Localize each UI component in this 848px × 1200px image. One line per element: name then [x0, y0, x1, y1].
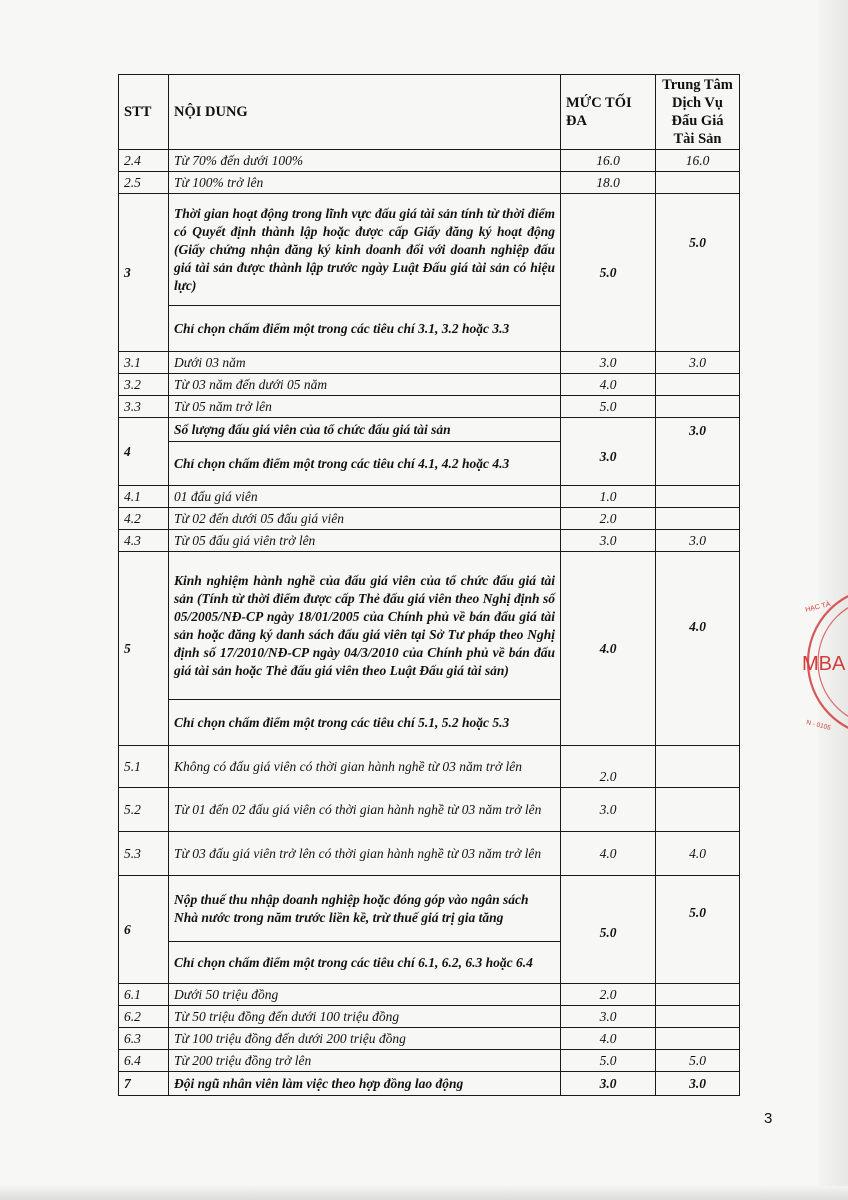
- table-row: [119, 374, 740, 396]
- section-center-score: 3.0: [656, 1072, 740, 1096]
- row-center-score: [656, 984, 740, 1006]
- row-stt: 5.2: [119, 788, 169, 832]
- section-max-score: 3.0: [561, 418, 656, 486]
- row-content: Từ 70% đến dưới 100%: [169, 150, 561, 172]
- row-max-score: 4.0: [561, 1028, 656, 1050]
- row-max-score: 5.0: [561, 396, 656, 418]
- seal-bottom-text: N - 0105: [805, 719, 832, 732]
- section-stt: 6: [119, 876, 169, 984]
- row-center-score: [656, 374, 740, 396]
- row-center-score: [656, 486, 740, 508]
- row-max-score: 3.0: [561, 788, 656, 832]
- row-max-score: 3.0: [561, 1006, 656, 1028]
- seal-middle-text: MBA: [802, 653, 846, 675]
- table-row: [119, 172, 740, 194]
- row-stt: 3.3: [119, 396, 169, 418]
- row-max-score: 5.0: [561, 1050, 656, 1072]
- row-center-score: [656, 1006, 740, 1028]
- section-title: Số lượng đấu giá viên của tổ chức đấu giá tài sản: [169, 418, 561, 442]
- row-max-score: 4.0: [561, 374, 656, 396]
- row-content: Từ 05 năm trở lên: [169, 396, 561, 418]
- table-row: [119, 984, 740, 1006]
- table-row: [119, 530, 740, 552]
- table-row: [119, 746, 740, 788]
- header-max-score: MỨC TỐI ĐA: [561, 75, 656, 150]
- row-center-score: [656, 508, 740, 530]
- row-stt: 5.3: [119, 832, 169, 876]
- section-stt: 5: [119, 552, 169, 746]
- row-max-score: 2.0: [561, 508, 656, 530]
- row-stt: 6.1: [119, 984, 169, 1006]
- section-title: Nộp thuế thu nhập doanh nghiệp hoặc đóng góp vào ngân sách Nhà nước trong năm trước liền kề, trừ thuế giá trị gia tăng: [169, 876, 561, 942]
- row-stt: 6.2: [119, 1006, 169, 1028]
- row-content: Từ 100 triệu đồng đến dưới 200 triệu đồng: [169, 1028, 561, 1050]
- table-row: [119, 150, 740, 172]
- row-stt: 4.3: [119, 530, 169, 552]
- row-stt: 4.1: [119, 486, 169, 508]
- table-row: [119, 1028, 740, 1050]
- row-stt: 6.3: [119, 1028, 169, 1050]
- row-max-score: 1.0: [561, 486, 656, 508]
- row-center-score: [656, 1028, 740, 1050]
- row-center-score: 16.0: [656, 150, 740, 172]
- section-note: Chỉ chọn chấm điểm một trong các tiêu chí 3.1, 3.2 hoặc 3.3: [169, 306, 561, 352]
- table-row: [119, 486, 740, 508]
- section-row: [119, 552, 740, 700]
- table-row: [119, 396, 740, 418]
- section-note: Chỉ chọn chấm điểm một trong các tiêu chí 6.1, 6.2, 6.3 hoặc 6.4: [169, 942, 561, 984]
- seal-top-text: HẠC TÀ: [804, 600, 832, 614]
- row-center-score: 5.0: [656, 1050, 740, 1072]
- row-content: Từ 02 đến dưới 05 đấu giá viên: [169, 508, 561, 530]
- table-header-row: [119, 75, 740, 150]
- section-max-score: 3.0: [561, 1072, 656, 1096]
- section-center-score: 5.0: [656, 194, 740, 352]
- row-content: Từ 200 triệu đồng trở lên: [169, 1050, 561, 1072]
- section-max-score: 4.0: [561, 552, 656, 746]
- section-title: Đội ngũ nhân viên làm việc theo hợp đồng lao động: [169, 1072, 561, 1096]
- row-content: Dưới 50 triệu đồng: [169, 984, 561, 1006]
- row-max-score: 18.0: [561, 172, 656, 194]
- section-row: [119, 194, 740, 306]
- section-title: Thời gian hoạt động trong lĩnh vực đấu giá tài sản tính từ thời điểm có Quyết định thành lập hoặc được cấp Giấy đăng ký hoạt động (Giấy chứng nhận đăng ký kinh doanh đối với doanh nghiệp đấu giá tài sản được thành lập trước ngày Luật Đấu giá tài sản có hiệu lực): [169, 194, 561, 306]
- table-row: [119, 788, 740, 832]
- header-content: NỘI DUNG: [169, 75, 561, 150]
- header-stt: STT: [119, 75, 169, 150]
- row-stt: 3.1: [119, 352, 169, 374]
- row-max-score: 2.0: [561, 746, 656, 788]
- row-content: Không có đấu giá viên có thời gian hành nghề từ 03 năm trở lên: [169, 746, 561, 788]
- section-title: Kinh nghiệm hành nghề của đấu giá viên của tổ chức đấu giá tài sản (Tính từ thời điểm được cấp Thẻ đấu giá viên theo Nghị định số 05/2005/NĐ-CP ngày 18/01/2005 của Chính phủ về bán đấu giá tài sản hoặc đăng ký danh sách đấu giá viên tại Sở Tư pháp theo Nghị định số 17/2010/NĐ-CP ngày 04/3/2010 của Chính phủ về bán đấu giá tài sản hoặc Thẻ đấu giá viên theo Luật Đấu giá tài sản): [169, 552, 561, 700]
- row-center-score: 3.0: [656, 352, 740, 374]
- section-note: Chỉ chọn chấm điểm một trong các tiêu chí 4.1, 4.2 hoặc 4.3: [169, 442, 561, 486]
- row-center-score: 3.0: [656, 530, 740, 552]
- row-center-score: 4.0: [656, 832, 740, 876]
- row-center-score: [656, 396, 740, 418]
- row-max-score: 2.0: [561, 984, 656, 1006]
- section-stt: 4: [119, 418, 169, 486]
- row-center-score: [656, 746, 740, 788]
- row-max-score: 16.0: [561, 150, 656, 172]
- table-row: [119, 832, 740, 876]
- section-row: [119, 418, 740, 442]
- row-stt: 6.4: [119, 1050, 169, 1072]
- company-seal-stamp: [796, 582, 848, 742]
- row-center-score: [656, 788, 740, 832]
- table-row: [119, 352, 740, 374]
- row-content: 01 đấu giá viên: [169, 486, 561, 508]
- row-content: Từ 05 đấu giá viên trở lên: [169, 530, 561, 552]
- scoring-table: [118, 74, 740, 1096]
- section-center-score: 4.0: [656, 552, 740, 746]
- seal-graphic: [796, 582, 848, 742]
- row-stt: 4.2: [119, 508, 169, 530]
- page-number: 3: [764, 1110, 773, 1127]
- header-center-score: Trung Tâm Dịch Vụ Đấu Giá Tài Sản: [656, 75, 740, 150]
- row-content: Từ 03 đấu giá viên trở lên có thời gian hành nghề từ 03 năm trở lên: [169, 832, 561, 876]
- page-bottom-edge: [0, 1186, 848, 1200]
- section-note: Chỉ chọn chấm điểm một trong các tiêu chí 5.1, 5.2 hoặc 5.3: [169, 700, 561, 746]
- row-content: Từ 03 năm đến dưới 05 năm: [169, 374, 561, 396]
- section-max-score: 5.0: [561, 194, 656, 352]
- section-stt: 3: [119, 194, 169, 352]
- section-max-score: 5.0: [561, 876, 656, 984]
- section-row: [119, 1072, 740, 1096]
- row-max-score: 3.0: [561, 352, 656, 374]
- row-max-score: 3.0: [561, 530, 656, 552]
- section-stt: 7: [119, 1072, 169, 1096]
- row-content: Dưới 03 năm: [169, 352, 561, 374]
- row-stt: 2.5: [119, 172, 169, 194]
- row-max-score: 4.0: [561, 832, 656, 876]
- section-center-score: 3.0: [656, 418, 740, 486]
- row-content: Từ 50 triệu đồng đến dưới 100 triệu đồng: [169, 1006, 561, 1028]
- row-content: Từ 100% trở lên: [169, 172, 561, 194]
- row-content: Từ 01 đến 02 đấu giá viên có thời gian hành nghề từ 03 năm trở lên: [169, 788, 561, 832]
- row-stt: 2.4: [119, 150, 169, 172]
- row-center-score: [656, 172, 740, 194]
- row-stt: 3.2: [119, 374, 169, 396]
- row-stt: 5.1: [119, 746, 169, 788]
- table-row: [119, 508, 740, 530]
- section-row: [119, 876, 740, 942]
- table-row: [119, 1050, 740, 1072]
- section-center-score: 5.0: [656, 876, 740, 984]
- table-row: [119, 1006, 740, 1028]
